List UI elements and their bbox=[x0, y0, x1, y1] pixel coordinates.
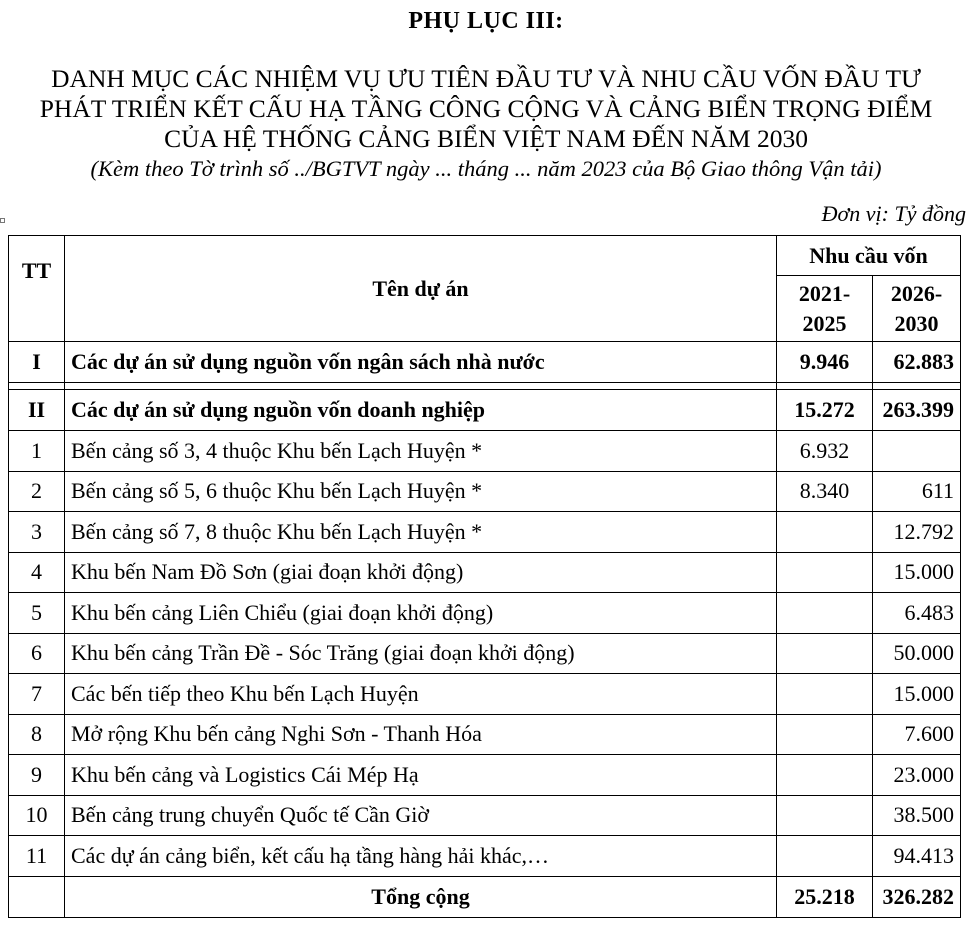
header-period-2021-2025 bbox=[777, 276, 873, 342]
row-tt: 2 bbox=[9, 471, 65, 512]
row-tt: 11 bbox=[9, 836, 65, 877]
divider-cell bbox=[873, 383, 961, 390]
section-name: Các dự án sử dụng nguồn vốn ngân sách nhà nước bbox=[65, 342, 777, 383]
row-value-2021-2025: 8.340 bbox=[777, 471, 873, 512]
table-row bbox=[9, 755, 961, 796]
header-period-2026-2030-line-2: 2030 bbox=[894, 310, 939, 336]
row-value-2021-2025 bbox=[777, 714, 873, 755]
unit-label: Đơn vị: Tỷ đồng bbox=[821, 201, 966, 226]
document-subtitle: (Kèm theo Tờ trình số ../BGTVT ngày ... tháng ... năm 2023 của Bộ Giao thông Vận tải) bbox=[90, 156, 882, 181]
row-value-2021-2025 bbox=[777, 512, 873, 553]
table-row bbox=[9, 593, 961, 634]
table-row bbox=[9, 674, 961, 715]
section-name: Các dự án sử dụng nguồn vốn doanh nghiệp bbox=[65, 390, 777, 431]
section-row-enterprise bbox=[9, 390, 961, 431]
header-period-2021-2025-line-2: 2025 bbox=[802, 310, 847, 336]
divider-cell bbox=[777, 383, 873, 390]
table-row bbox=[9, 633, 961, 674]
header-period-2021-2025-line-1: 2021- bbox=[798, 280, 851, 306]
header-project-name: Tên dự án bbox=[65, 236, 777, 342]
total-row bbox=[9, 876, 961, 917]
row-project-name: Bến cảng số 5, 6 thuộc Khu bến Lạch Huyện * bbox=[65, 471, 777, 512]
table-header-row bbox=[9, 236, 961, 276]
table-anchor-icon bbox=[0, 218, 5, 223]
total-label: Tổng cộng bbox=[65, 876, 777, 917]
row-value-2026-2030: 23.000 bbox=[873, 755, 961, 796]
row-value-2021-2025 bbox=[777, 795, 873, 836]
table-row bbox=[9, 795, 961, 836]
table-row bbox=[9, 512, 961, 553]
divider-cell bbox=[65, 383, 777, 390]
row-tt: 9 bbox=[9, 755, 65, 796]
header-capital-need: Nhu cầu vốn bbox=[777, 236, 961, 276]
table-row bbox=[9, 471, 961, 512]
document-title-line-1: DANH MỤC CÁC NHIỆM VỤ ƯU TIÊN ĐẦU TƯ VÀ NHU CẦU VỐN ĐẦU TƯ bbox=[51, 64, 921, 93]
section-value-2026-2030: 263.399 bbox=[873, 390, 961, 431]
row-tt: 4 bbox=[9, 552, 65, 593]
row-value-2021-2025: 6.932 bbox=[777, 431, 873, 472]
row-tt: 7 bbox=[9, 674, 65, 715]
total-tt-cell bbox=[9, 876, 65, 917]
row-value-2021-2025 bbox=[777, 836, 873, 877]
row-tt: 1 bbox=[9, 431, 65, 472]
header-tt: TT bbox=[9, 236, 65, 342]
section-value-2026-2030: 62.883 bbox=[873, 342, 961, 383]
header-period-2026-2030-line-1: 2026- bbox=[890, 280, 943, 306]
table-row bbox=[9, 714, 961, 755]
row-value-2026-2030: 50.000 bbox=[873, 633, 961, 674]
row-value-2026-2030: 12.792 bbox=[873, 512, 961, 553]
row-value-2026-2030 bbox=[873, 431, 961, 472]
row-project-name: Các dự án cảng biển, kết cấu hạ tầng hàng hải khác,… bbox=[65, 836, 777, 877]
row-project-name: Khu bến cảng Liên Chiểu (giai đoạn khởi động) bbox=[65, 593, 777, 634]
row-project-name: Khu bến Nam Đồ Sơn (giai đoạn khởi động) bbox=[65, 552, 777, 593]
total-value-2026-2030: 326.282 bbox=[873, 876, 961, 917]
row-value-2026-2030: 611 bbox=[873, 471, 961, 512]
row-tt: 10 bbox=[9, 795, 65, 836]
row-value-2026-2030: 6.483 bbox=[873, 593, 961, 634]
total-value-2021-2025: 25.218 bbox=[777, 876, 873, 917]
row-value-2026-2030: 94.413 bbox=[873, 836, 961, 877]
document-title-line-3: CỦA HỆ THỐNG CẢNG BIỂN VIỆT NAM ĐẾN NĂM 2030 bbox=[164, 124, 808, 153]
row-project-name: Bến cảng số 7, 8 thuộc Khu bến Lạch Huyện * bbox=[65, 512, 777, 553]
row-tt: 5 bbox=[9, 593, 65, 634]
row-value-2021-2025 bbox=[777, 593, 873, 634]
row-value-2026-2030: 15.000 bbox=[873, 674, 961, 715]
section-tt: II bbox=[9, 390, 65, 431]
table-row bbox=[9, 431, 961, 472]
divider-cell bbox=[9, 383, 65, 390]
row-value-2021-2025 bbox=[777, 552, 873, 593]
row-tt: 6 bbox=[9, 633, 65, 674]
row-project-name: Mở rộng Khu bến cảng Nghi Sơn - Thanh Hóa bbox=[65, 714, 777, 755]
header-period-2026-2030 bbox=[873, 276, 961, 342]
row-value-2026-2030: 7.600 bbox=[873, 714, 961, 755]
row-project-name: Bến cảng trung chuyển Quốc tế Cần Giờ bbox=[65, 795, 777, 836]
row-value-2021-2025 bbox=[777, 674, 873, 715]
document-title-line-2: PHÁT TRIỂN KẾT CẤU HẠ TẦNG CÔNG CỘNG VÀ CẢNG BIỂN TRỌNG ĐIỂM bbox=[39, 94, 933, 123]
section-row-state-budget bbox=[9, 342, 961, 383]
row-value-2026-2030: 38.500 bbox=[873, 795, 961, 836]
document-title bbox=[0, 64, 972, 154]
row-project-name: Các bến tiếp theo Khu bến Lạch Huyện bbox=[65, 674, 777, 715]
section-value-2021-2025: 15.272 bbox=[777, 390, 873, 431]
section-tt: I bbox=[9, 342, 65, 383]
section-value-2021-2025: 9.946 bbox=[777, 342, 873, 383]
section-divider bbox=[9, 383, 961, 390]
table-row bbox=[9, 836, 961, 877]
row-tt: 8 bbox=[9, 714, 65, 755]
appendix-title: PHỤ LỤC III: bbox=[408, 8, 564, 34]
row-value-2021-2025 bbox=[777, 755, 873, 796]
table-row bbox=[9, 552, 961, 593]
row-value-2026-2030: 15.000 bbox=[873, 552, 961, 593]
row-project-name: Khu bến cảng và Logistics Cái Mép Hạ bbox=[65, 755, 777, 796]
row-tt: 3 bbox=[9, 512, 65, 553]
row-project-name: Khu bến cảng Trần Đề - Sóc Trăng (giai đoạn khởi động) bbox=[65, 633, 777, 674]
investment-table bbox=[8, 235, 961, 918]
row-project-name: Bến cảng số 3, 4 thuộc Khu bến Lạch Huyện * bbox=[65, 431, 777, 472]
row-value-2021-2025 bbox=[777, 633, 873, 674]
